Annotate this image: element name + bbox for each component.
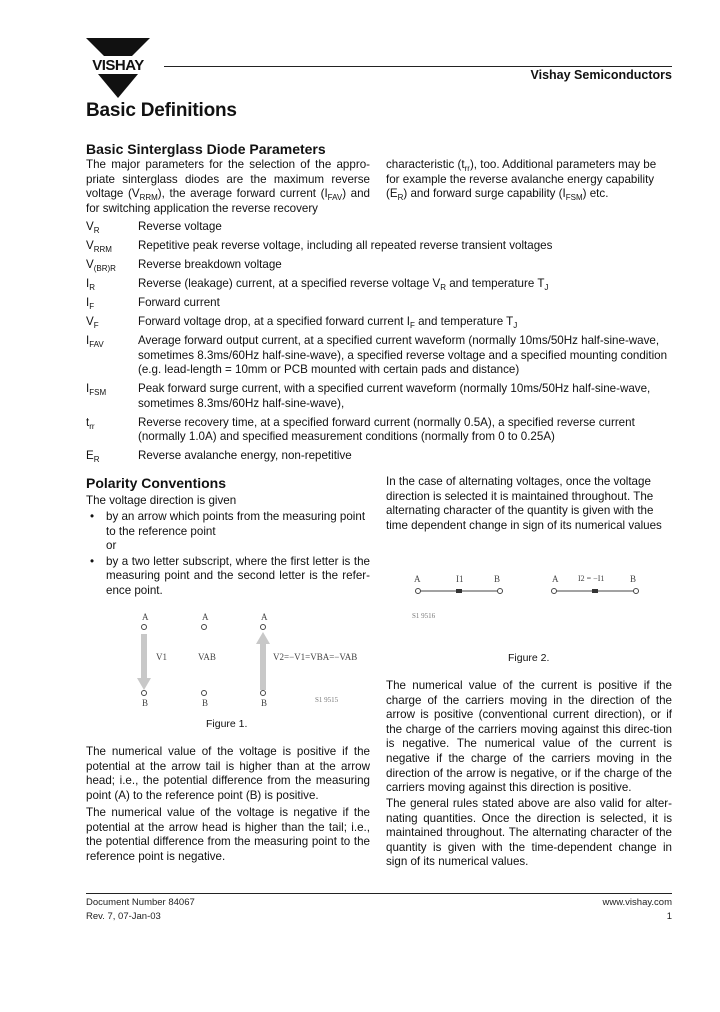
fig1-v2-equation: V2=−V1=VBA=−VAB <box>273 652 358 662</box>
definition-symbol: $V_R$ <box>86 220 100 235</box>
alternating-quantities-paragraph: The general rules stated above are also valid for alter-nating quantities. Once the direction is selected, it is maintained throughout. The alternating character of the quantity is given with the time-dependent change in sign of its numerical values. <box>386 797 672 869</box>
definition-text: Forward current <box>138 295 220 309</box>
voltage-negative-paragraph: The numerical value of the voltage is negative if the potential at the arrow head is higher than the tail; i.e., the potential difference from the measuring point to the reference point is negative. <box>86 806 370 863</box>
page-number: 1 <box>666 911 672 922</box>
definition-symbol: $I_F$ <box>86 295 95 311</box>
page-title: Basic Definitions <box>86 100 237 121</box>
definition-symbol: $t_{rr}$ <box>86 415 95 431</box>
fig1-v1-label: V1 <box>156 652 167 662</box>
definition-text: Peak forward surge current, with a specified current waveform (normally 10ms/50Hz half-sine-wave, sometimes 8.3ms/60Hz half-sine-wave), <box>138 382 651 410</box>
website-link[interactable]: www.vishay.com <box>602 897 672 908</box>
fig1-node-a <box>201 624 207 630</box>
intro-left-paragraph: The major parameters for the selection of the appro-priate sinterglass diodes are the maximum reverse voltage $(V_{RRM})$, the average forward current $(I_{FAV})$ and for switching application the reverse recovery <box>86 158 370 215</box>
definition-text: Reverse breakdown voltage <box>138 257 282 271</box>
figure-2 <box>400 570 670 670</box>
fig1-label-a: A <box>202 612 209 622</box>
definition-row <box>86 382 676 411</box>
definition-symbol: $V_{(BR)R}$ <box>86 257 116 273</box>
figure-1 <box>120 608 370 738</box>
definition-row <box>86 258 676 273</box>
footer-rule <box>86 893 672 894</box>
fig2-label-b: B <box>630 574 637 584</box>
definition-symbol: $E_R$ <box>86 449 100 465</box>
fig1-arrow-up-icon <box>255 632 271 690</box>
section-heading-parameters: Basic Sinterglass Diode Parameters <box>86 141 326 157</box>
definition-row <box>86 449 676 464</box>
definition-row <box>86 277 676 292</box>
intro-right-paragraph: characteristic $(t_{rr})$, too. Additional parameters may be for example the reverse avalanche energy capability $(E_R)$ and forward surge capability $(I_{FSM})$ etc. <box>386 158 657 203</box>
document-number: Document Number 84067 <box>86 897 195 908</box>
fig1-node-b <box>260 690 266 696</box>
definition-text: Reverse (leakage) current, at a specified reverse voltage $V_R$ and temperature $T_J$ <box>138 276 549 292</box>
fig1-node-a <box>141 624 147 630</box>
vishay-logo <box>84 36 152 98</box>
or-text: or <box>106 539 117 553</box>
svg-text:VISHAY: VISHAY <box>92 57 144 74</box>
fig2-label-b: B <box>494 574 501 584</box>
definition-text: Repetitive peak reverse voltage, including all repeated reverse transient voltages <box>138 238 553 252</box>
definition-symbol: $V_F$ <box>86 314 99 330</box>
definition-text: Forward voltage drop, at a specified forward current $I_F$ and temperature $T_J$ <box>138 314 518 330</box>
fig1-label-b: B <box>202 698 209 708</box>
polarity-bullets <box>86 510 370 599</box>
fig1-node-b <box>141 690 147 696</box>
definition-text: Reverse voltage <box>138 220 222 233</box>
current-sign-paragraph: The numerical value of the current is positive if the charge of the carriers moving in the direction of the arrow is positive (conventional current direction), or if the charge of the carriers moving against this direc-tion is negative. The numerical value of the current is negative if the charge of the carriers moving in the direction of the arrow is negative, or if the charge of the carriers moving against this direction is positive. <box>386 679 672 795</box>
figure-1-caption: Figure 1. <box>206 718 248 730</box>
fig2-code: S1 9516 <box>412 612 436 620</box>
fig2-label-a: A <box>552 574 559 584</box>
definition-symbol: $I_R$ <box>86 276 96 292</box>
fig1-code: S1 9515 <box>315 696 339 704</box>
fig1-node-a <box>260 624 266 630</box>
alternating-voltage-paragraph: In the case of alternating voltages, once the voltage direction is selected it is maintained throughout. The alternating character of the quantity is given with the time dependent change in sign of its numerical values <box>386 475 662 532</box>
definition-text: Reverse avalanche energy, non-repetitive <box>138 449 352 463</box>
definition-text: Average forward output current, at a specified current waveform (normally 10ms/50Hz half-sine-wave, sometimes 8.3ms/60Hz half-sine-wave), a specified reverse voltage and a specified mounting condition (e.g. lead-length = 10mm or PCB mounted with certain pads and distance) <box>138 333 668 377</box>
revision: Rev. 7, 07-Jan-03 <box>86 911 161 922</box>
fig1-label-a: A <box>261 612 268 622</box>
definition-text: Reverse recovery time, at a specified forward current (normally 0.5A), a specified reverse current (normally 1.0A) and specified measurement conditions (normally from 0 to 0.25A) <box>138 415 635 444</box>
definition-symbol: $I_{FAV}$ <box>86 333 104 349</box>
definition-symbol: $V_{RRM}$ <box>86 238 112 254</box>
header-rule <box>164 66 672 67</box>
fig1-vab-label: VAB <box>198 652 216 662</box>
fig1-arrow-down-icon <box>136 634 152 690</box>
figure-2-caption: Figure 2. <box>508 652 550 664</box>
fig1-label-b: B <box>261 698 268 708</box>
fig2-i2-equation: I2 = −I1 <box>578 574 605 583</box>
company-name: Vishay Semiconductors <box>530 68 672 82</box>
definition-row <box>86 239 676 254</box>
definition-row <box>86 315 676 330</box>
definition-symbol: $I_{FSM}$ <box>86 382 107 398</box>
fig2-label-a: A <box>414 574 421 584</box>
fig1-node-b <box>201 690 207 696</box>
definitions-list <box>86 220 676 468</box>
bullet-subscript: • by a two letter subscript, where the first letter is the measuring point and the second letter is the refer-ence point. <box>86 555 370 599</box>
fig1-label-b: B <box>142 698 149 708</box>
definition-row <box>86 220 676 235</box>
polarity-intro: The voltage direction is given <box>86 494 237 507</box>
fig2-i1-label: I1 <box>456 574 464 584</box>
definition-row <box>86 334 676 378</box>
definition-row <box>86 416 676 445</box>
section-heading-polarity: Polarity Conventions <box>86 475 227 491</box>
bullet-arrow: • by an arrow which points from the measuring point to the reference point <box>86 510 370 539</box>
fig2-current-line-2 <box>550 586 640 596</box>
definition-row <box>86 296 676 311</box>
voltage-positive-paragraph: The numerical value of the voltage is positive if the potential at the arrow tail is higher than at the arrow head; i.e., the potential difference from the measuring point (A) to the reference point (B) is positive. <box>86 745 370 802</box>
fig2-current-line-1 <box>414 586 504 596</box>
fig1-label-a: A <box>142 612 149 622</box>
